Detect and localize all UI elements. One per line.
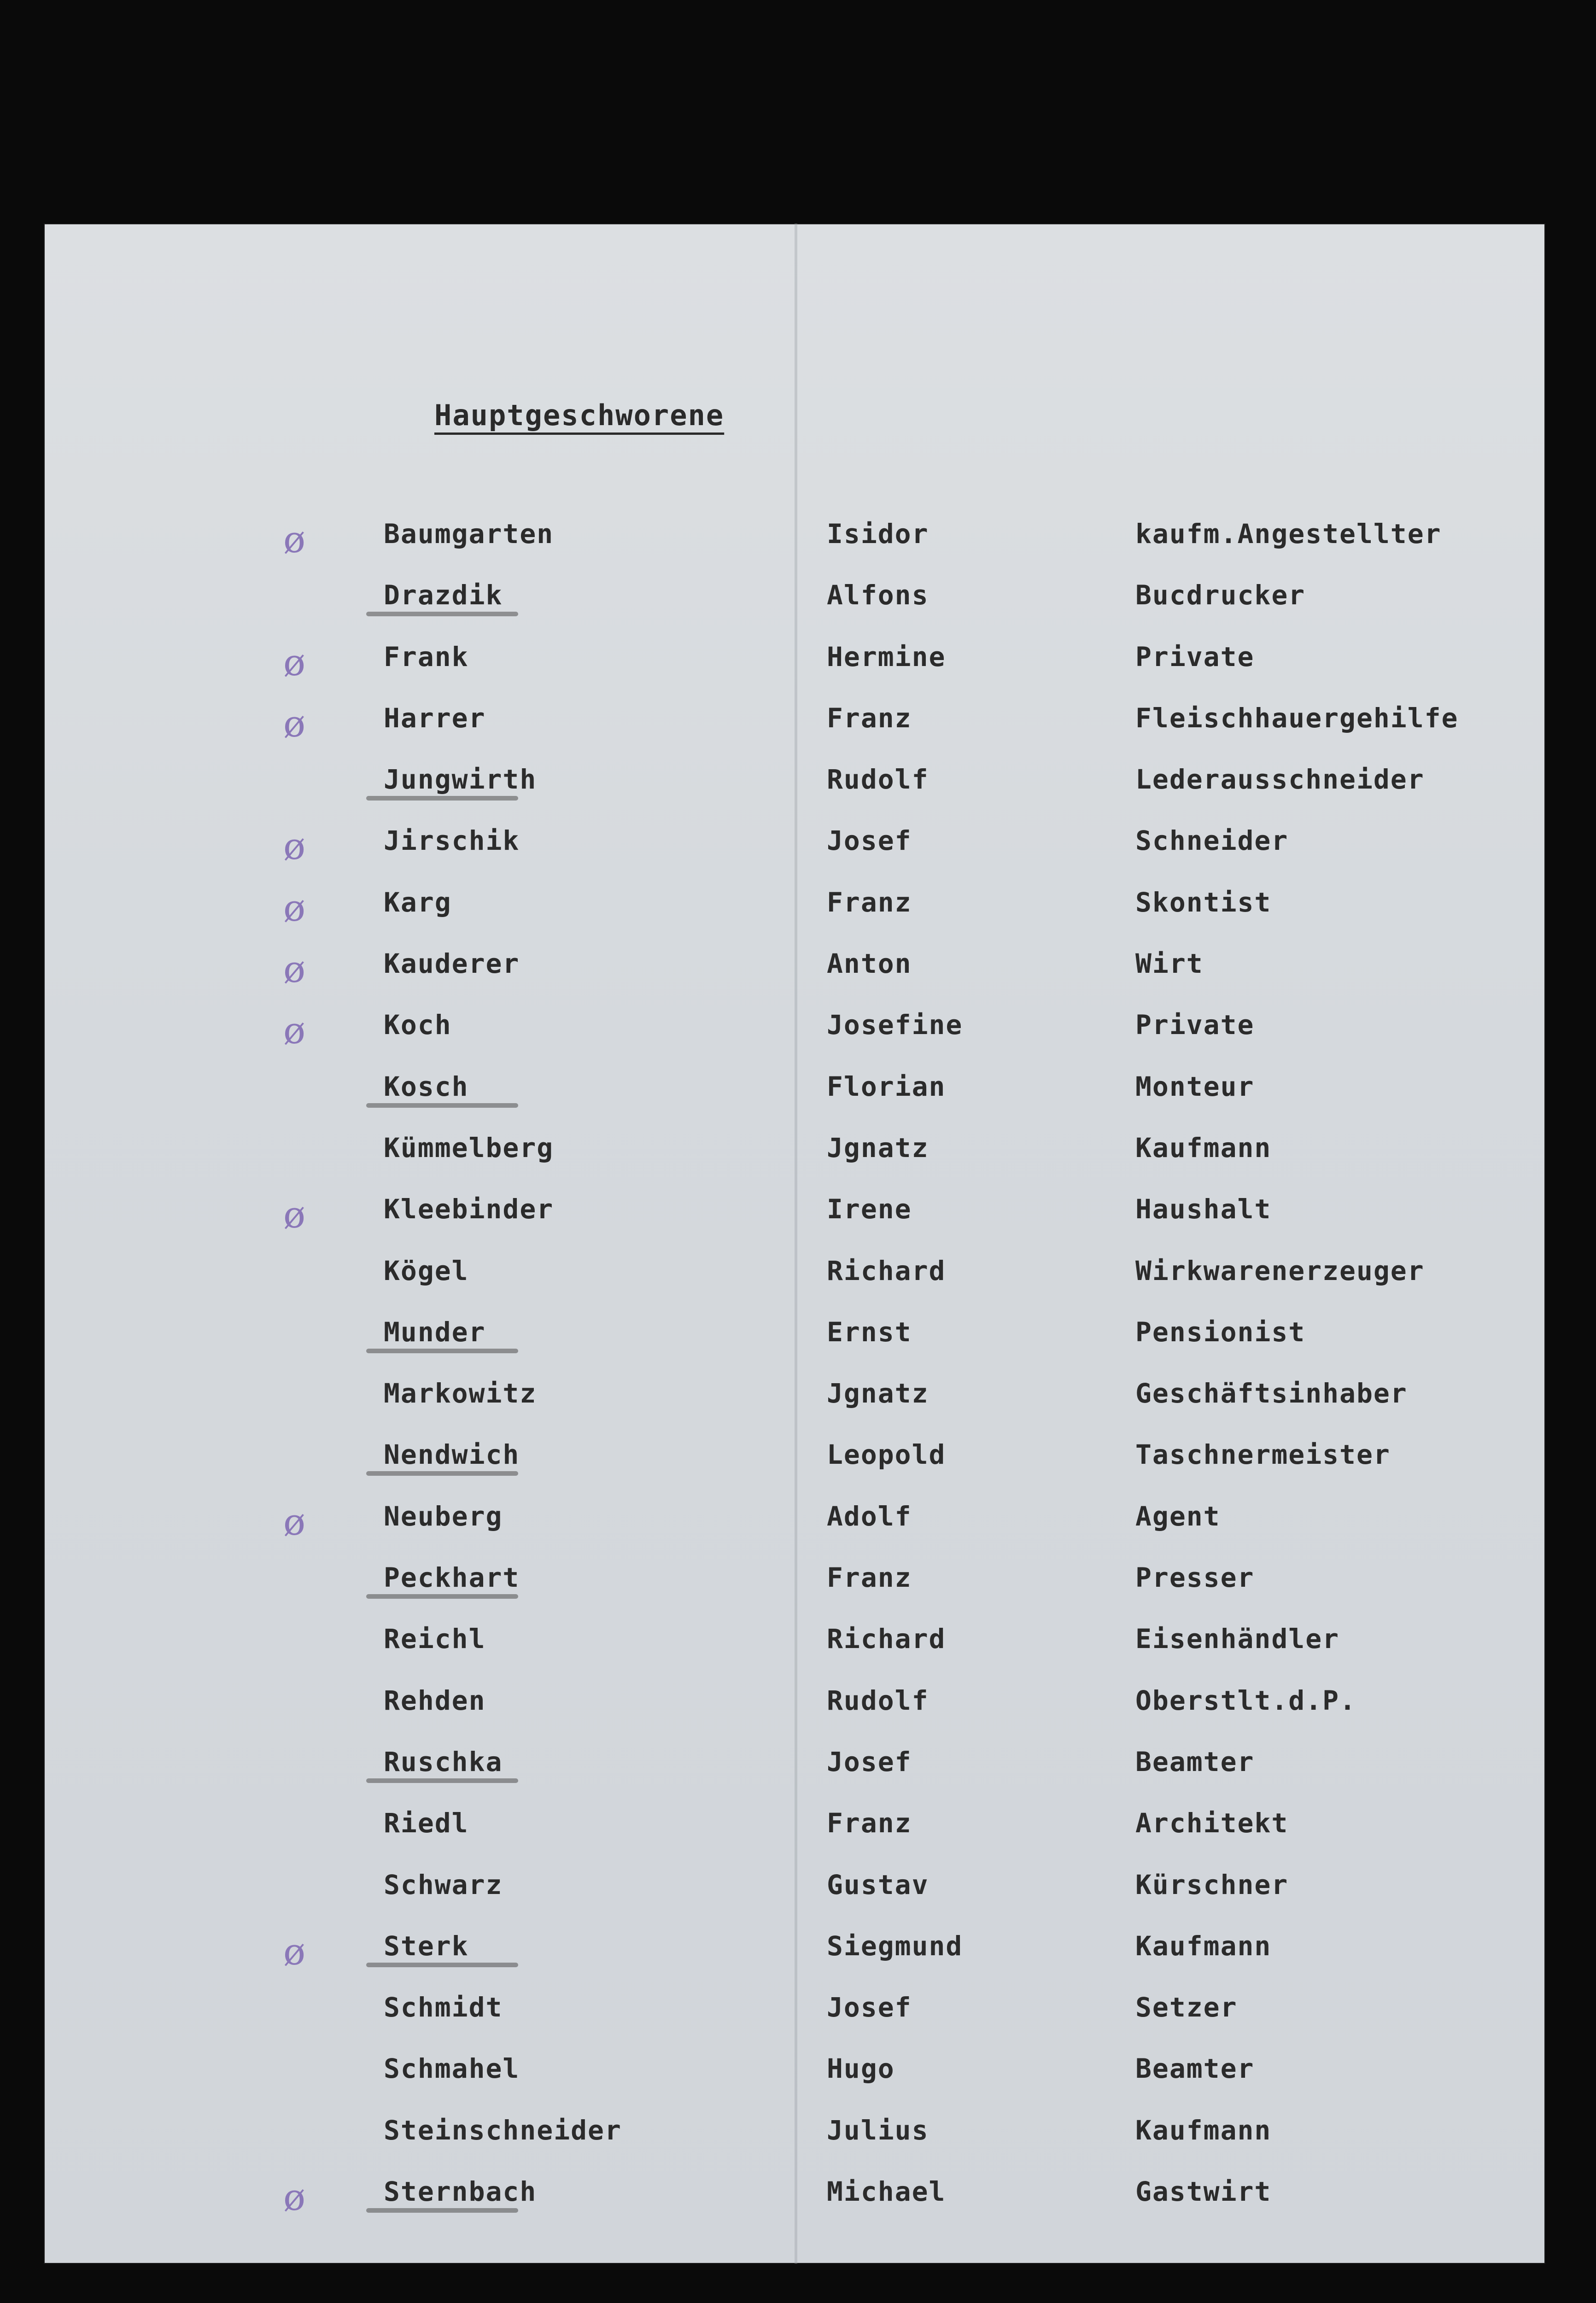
first-name: Rudolf xyxy=(827,764,929,795)
pencil-underline xyxy=(366,1349,518,1353)
last-name: Ruschka xyxy=(384,1746,503,1777)
list-item xyxy=(44,887,1545,948)
last-name: Koch xyxy=(384,1009,452,1041)
pencil-mark: ø xyxy=(283,702,307,745)
last-name: Markowitz xyxy=(384,1378,537,1409)
last-name: Harrer xyxy=(384,702,486,734)
pencil-underline xyxy=(366,1103,518,1108)
pencil-mark: ø xyxy=(283,1193,307,1237)
list-item xyxy=(44,2176,1545,2237)
pencil-underline xyxy=(366,1963,518,1967)
page-title: Hauptgeschworene xyxy=(434,398,725,432)
pencil-underline xyxy=(366,1778,518,1783)
list-item xyxy=(44,1869,1545,1930)
last-name: Munder xyxy=(384,1316,486,1348)
list-item xyxy=(44,1071,1545,1132)
list-item xyxy=(44,1009,1545,1070)
occupation: Oberstlt.d.P. xyxy=(1135,1684,1356,1716)
last-name: Schmahel xyxy=(384,2053,520,2085)
occupation: Wirt xyxy=(1135,948,1204,980)
list-item xyxy=(44,1378,1545,1439)
first-name: Hugo xyxy=(827,2053,895,2085)
first-name: Julius xyxy=(827,2114,929,2146)
list-item xyxy=(44,641,1545,702)
list-item xyxy=(44,1562,1545,1623)
last-name: Jirschik xyxy=(384,825,520,857)
pencil-mark: ø xyxy=(283,1009,307,1052)
list-item xyxy=(44,1132,1545,1193)
occupation: Architekt xyxy=(1135,1807,1289,1839)
pencil-mark: ø xyxy=(283,1500,307,1543)
pencil-mark: ø xyxy=(283,2176,307,2219)
list-item xyxy=(44,1930,1545,1992)
occupation: Geschäftsinhaber xyxy=(1135,1378,1408,1409)
list-item xyxy=(44,2053,1545,2114)
pencil-mark: ø xyxy=(283,886,307,929)
list-item xyxy=(44,1439,1545,1500)
occupation: Agent xyxy=(1135,1500,1221,1532)
occupation: kaufm.Angestellter xyxy=(1135,518,1442,549)
occupation: Lederausschneider xyxy=(1135,764,1425,795)
pencil-mark: ø xyxy=(283,518,307,561)
occupation: Beamter xyxy=(1135,1746,1255,1777)
occupation: Eisenhändler xyxy=(1135,1623,1340,1655)
last-name: Karg xyxy=(384,886,452,918)
last-name: Peckhart xyxy=(384,1562,520,1594)
occupation: Private xyxy=(1135,641,1255,672)
first-name: Alfons xyxy=(827,579,929,611)
first-name: Rudolf xyxy=(827,1684,929,1716)
last-name: Reichl xyxy=(384,1623,486,1655)
list-item xyxy=(44,579,1545,641)
first-name: Michael xyxy=(827,2176,946,2208)
pencil-underline xyxy=(366,796,518,801)
last-name: Sterk xyxy=(384,1930,469,1962)
list-item xyxy=(44,1501,1545,1562)
occupation: Wirkwarenerzeuger xyxy=(1135,1255,1425,1286)
occupation: Kaufmann xyxy=(1135,2114,1272,2146)
occupation: Monteur xyxy=(1135,1070,1255,1102)
pencil-underline xyxy=(366,1594,518,1599)
last-name: Sternbach xyxy=(384,2176,537,2208)
last-name: Riedl xyxy=(384,1807,469,1839)
occupation: Beamter xyxy=(1135,2053,1255,2085)
document-page xyxy=(44,223,1545,2264)
occupation: Kaufmann xyxy=(1135,1930,1272,1962)
occupation: Pensionist xyxy=(1135,1316,1306,1348)
last-name: Steinschneider xyxy=(384,2114,622,2146)
first-name: Jgnatz xyxy=(827,1378,929,1409)
pencil-underline xyxy=(366,612,518,616)
last-name: Kümmelberg xyxy=(384,1132,554,1163)
first-name: Irene xyxy=(827,1193,912,1225)
last-name: Kosch xyxy=(384,1070,469,1102)
occupation: Gastwirt xyxy=(1135,2176,1272,2208)
first-name: Josef xyxy=(827,825,912,857)
list-item xyxy=(44,1193,1545,1255)
list-item xyxy=(44,825,1545,886)
first-name: Leopold xyxy=(827,1439,946,1471)
occupation: Haushalt xyxy=(1135,1193,1272,1225)
last-name: Schmidt xyxy=(384,1992,503,2023)
last-name: Drazdik xyxy=(384,579,503,611)
list-item xyxy=(44,2115,1545,2176)
last-name: Rehden xyxy=(384,1684,486,1716)
last-name: Nendwich xyxy=(384,1439,520,1471)
first-name: Josef xyxy=(827,1746,912,1777)
first-name: Florian xyxy=(827,1070,946,1102)
list-item xyxy=(44,1623,1545,1684)
last-name: Kögel xyxy=(384,1255,469,1286)
list-item xyxy=(44,702,1545,764)
list-item xyxy=(44,1316,1545,1378)
list-item xyxy=(44,1255,1545,1316)
first-name: Richard xyxy=(827,1623,946,1655)
occupation: Schneider xyxy=(1135,825,1289,857)
occupation: Taschnermeister xyxy=(1135,1439,1391,1471)
first-name: Isidor xyxy=(827,518,929,549)
last-name: Baumgarten xyxy=(384,518,554,549)
first-name: Adolf xyxy=(827,1500,912,1532)
first-name: Richard xyxy=(827,1255,946,1286)
occupation: Bucdrucker xyxy=(1135,579,1306,611)
list-item xyxy=(44,1685,1545,1746)
last-name: Schwarz xyxy=(384,1869,503,1900)
first-name: Ernst xyxy=(827,1316,912,1348)
pencil-mark: ø xyxy=(283,948,307,991)
last-name: Kauderer xyxy=(384,948,520,980)
first-name: Franz xyxy=(827,702,912,734)
first-name: Franz xyxy=(827,1807,912,1839)
pencil-mark: ø xyxy=(283,641,307,684)
pencil-underline xyxy=(366,1471,518,1476)
last-name: Kleebinder xyxy=(384,1193,554,1225)
list-item xyxy=(44,1746,1545,1807)
occupation: Fleischhauergehilfe xyxy=(1135,702,1459,734)
first-name: Hermine xyxy=(827,641,946,672)
last-name: Jungwirth xyxy=(384,764,537,795)
first-name: Anton xyxy=(827,948,912,980)
list-item xyxy=(44,1992,1545,2053)
list-item xyxy=(44,764,1545,825)
first-name: Jgnatz xyxy=(827,1132,929,1163)
occupation: Setzer xyxy=(1135,1992,1238,2023)
occupation: Skontist xyxy=(1135,886,1272,918)
first-name: Siegmund xyxy=(827,1930,963,1962)
list-item xyxy=(44,948,1545,1009)
occupation: Kürschner xyxy=(1135,1869,1289,1900)
pencil-mark: ø xyxy=(283,1930,307,1973)
occupation: Private xyxy=(1135,1009,1255,1041)
last-name: Neuberg xyxy=(384,1500,503,1532)
first-name: Josefine xyxy=(827,1009,963,1041)
list-item xyxy=(44,1807,1545,1869)
first-name: Gustav xyxy=(827,1869,929,1900)
pencil-underline xyxy=(366,2208,518,2213)
last-name: Frank xyxy=(384,641,469,672)
occupation: Presser xyxy=(1135,1562,1255,1594)
juror-list xyxy=(44,518,1545,2237)
first-name: Franz xyxy=(827,886,912,918)
first-name: Josef xyxy=(827,1992,912,2023)
pencil-mark: ø xyxy=(283,825,307,868)
first-name: Franz xyxy=(827,1562,912,1594)
occupation: Kaufmann xyxy=(1135,1132,1272,1163)
list-item xyxy=(44,518,1545,579)
